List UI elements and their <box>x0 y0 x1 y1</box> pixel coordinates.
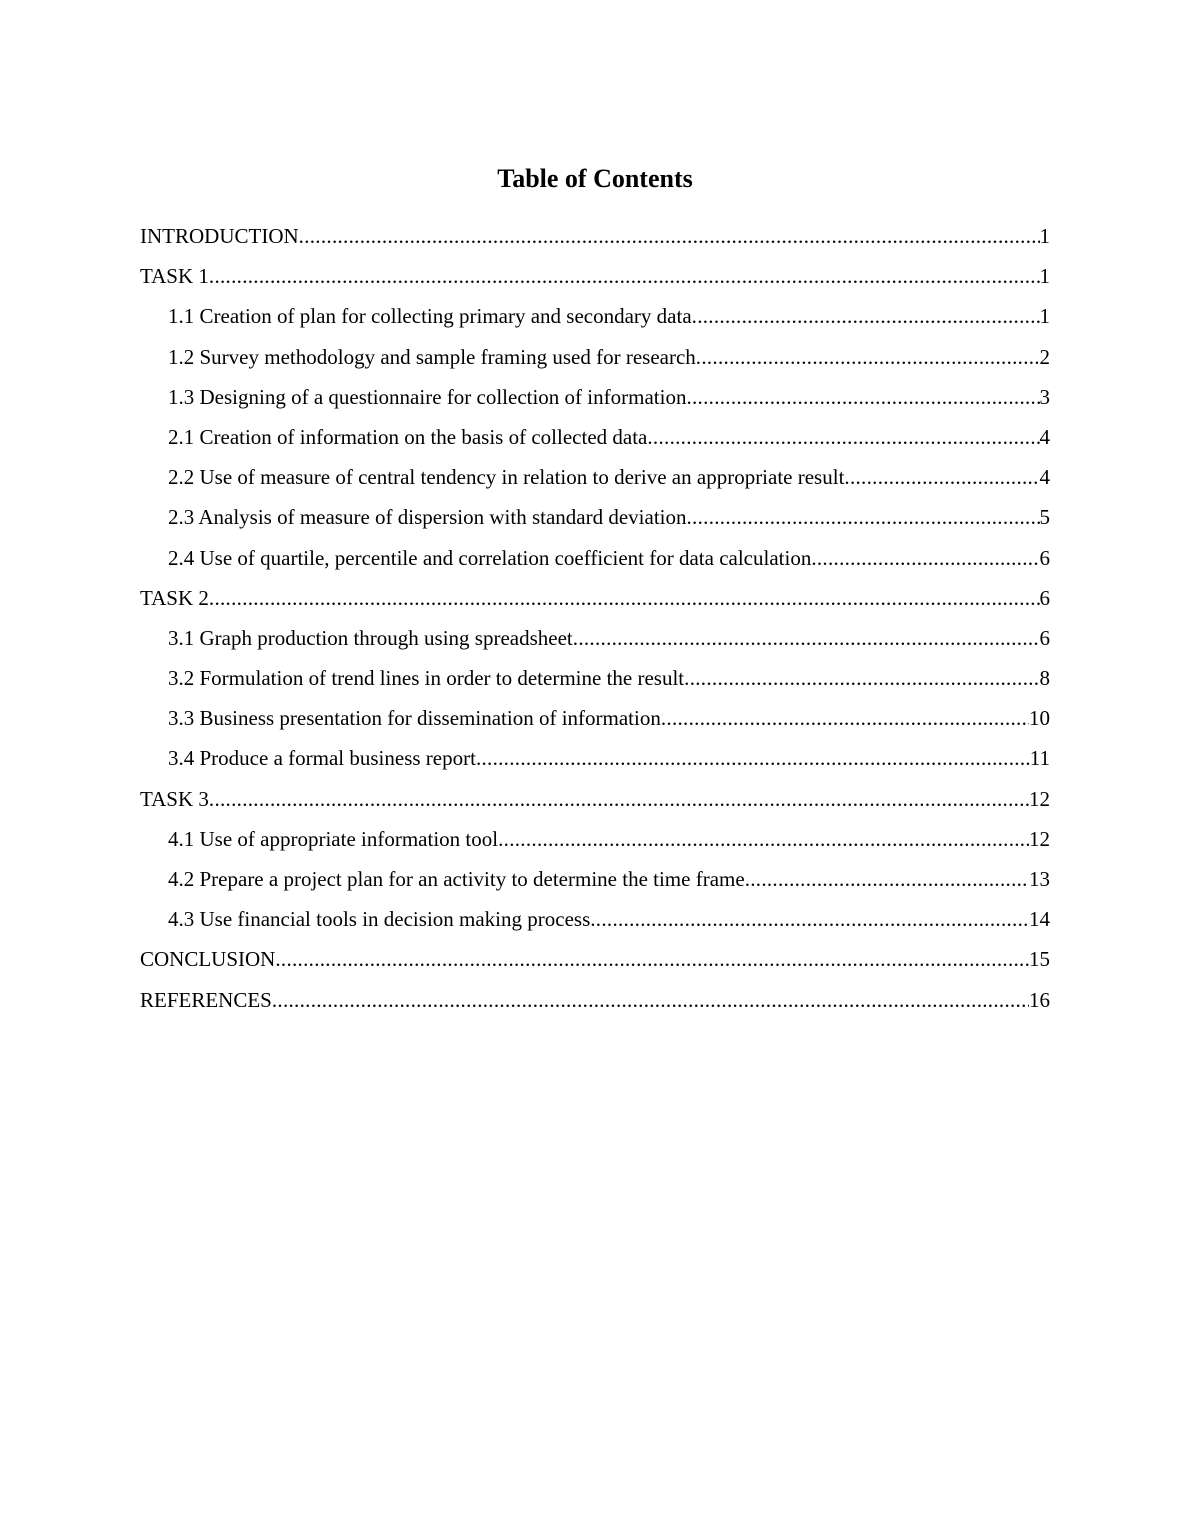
toc-entry-label: TASK 3 <box>140 782 209 816</box>
toc-dot-leader <box>684 661 1039 695</box>
toc-entry[interactable] <box>140 983 1050 1023</box>
toc-dot-leader <box>590 902 1029 936</box>
toc-entry-page-number: 10 <box>1029 706 1050 731</box>
toc-entry[interactable] <box>140 822 1050 862</box>
toc-entry-label: CONCLUSION <box>140 942 275 976</box>
toc-entry-label: 1.3 Designing of a questionnaire for collection of information <box>168 380 686 414</box>
toc-entry-page-number: 1 <box>1039 304 1050 329</box>
toc-entry[interactable] <box>140 701 1050 741</box>
toc-entry-label: 2.4 Use of quartile, percentile and correlation coefficient for data calculation <box>168 541 811 575</box>
toc-entry[interactable] <box>140 741 1050 781</box>
toc-entry-page-number: 2 <box>1039 344 1050 369</box>
toc-entry-page-number: 12 <box>1029 826 1050 851</box>
toc-entry[interactable] <box>140 500 1050 540</box>
toc-entry[interactable] <box>140 782 1050 822</box>
toc-dot-leader <box>696 340 1040 374</box>
toc-entry-label: INTRODUCTION <box>140 219 299 253</box>
toc-entry-page-number: 12 <box>1029 786 1050 811</box>
toc-entry-page-number: 15 <box>1029 947 1050 972</box>
toc-entry-label: 2.2 Use of measure of central tendency in relation to derive an appropriate result <box>168 460 844 494</box>
toc-dot-leader <box>209 581 1040 615</box>
toc-entry[interactable] <box>140 942 1050 982</box>
toc-entry-label: 3.1 Graph production through using spreadsheet <box>168 621 573 655</box>
toc-entry-page-number: 5 <box>1039 505 1050 530</box>
toc-dot-leader <box>661 701 1029 735</box>
toc-dot-leader <box>299 219 1040 253</box>
toc-entry-label: 3.3 Business presentation for dissemination of information <box>168 701 661 735</box>
toc-entry[interactable] <box>140 621 1050 661</box>
toc-entry-label: REFERENCES <box>140 983 272 1017</box>
toc-dot-leader <box>209 782 1029 816</box>
toc-entry-label: TASK 2 <box>140 581 209 615</box>
toc-entry-page-number: 3 <box>1039 384 1050 409</box>
toc-entry-label: 3.2 Formulation of trend lines in order to determine the result <box>168 661 684 695</box>
toc-dot-leader <box>745 862 1029 896</box>
toc-dot-leader <box>811 541 1039 575</box>
toc-entry[interactable] <box>140 460 1050 500</box>
toc-entry-page-number: 6 <box>1039 545 1050 570</box>
toc-dot-leader <box>209 259 1040 293</box>
toc-entry-label: 4.2 Prepare a project plan for an activity to determine the time frame <box>168 862 745 896</box>
toc-entry[interactable] <box>140 219 1050 259</box>
toc-entry-label: 1.1 Creation of plan for collecting primary and secondary data <box>168 299 692 333</box>
toc-entry-page-number: 6 <box>1039 625 1050 650</box>
toc-entry-page-number: 6 <box>1039 585 1050 610</box>
toc-entry-page-number: 13 <box>1029 867 1050 891</box>
toc-dot-leader <box>498 822 1029 856</box>
toc-entry[interactable] <box>140 299 1050 339</box>
toc-entry-page-number: 4 <box>1039 424 1050 449</box>
toc-entry-label: 2.1 Creation of information on the basis of collected data <box>168 420 647 454</box>
toc-entry-page-number: 1 <box>1039 264 1050 289</box>
toc-entry-page-number: 8 <box>1039 666 1050 691</box>
toc-entry-label: 3.4 Produce a formal business report <box>168 741 476 775</box>
toc-entry[interactable] <box>140 420 1050 460</box>
toc-dot-leader <box>686 380 1039 414</box>
toc-entry-page-number: 16 <box>1029 987 1050 1012</box>
toc-entry-label: 4.3 Use financial tools in decision making process <box>168 902 590 936</box>
toc-entry[interactable] <box>140 541 1050 581</box>
toc-entry-label: 2.3 Analysis of measure of dispersion with standard deviation <box>168 500 687 534</box>
toc-dot-leader <box>476 741 1030 775</box>
toc-dot-leader <box>647 420 1039 454</box>
toc-entry-label: 1.2 Survey methodology and sample framing used for research <box>168 340 696 374</box>
toc-dot-leader <box>844 460 1039 494</box>
toc-entry[interactable] <box>140 259 1050 299</box>
toc-entry-page-number: 1 <box>1039 224 1050 248</box>
toc-entry-label: TASK 1 <box>140 259 209 293</box>
toc-entry[interactable] <box>140 902 1050 942</box>
toc-dot-leader <box>687 500 1040 534</box>
toc-entry[interactable] <box>140 862 1050 902</box>
toc-list <box>140 219 1050 1023</box>
toc-entry-page-number: 11 <box>1029 746 1050 771</box>
toc-dot-leader <box>272 983 1029 1017</box>
toc-title: Table of Contents <box>497 164 693 193</box>
toc-dot-leader <box>692 299 1040 333</box>
toc-dot-leader <box>573 621 1040 655</box>
toc-entry[interactable] <box>140 581 1050 621</box>
toc-entry[interactable] <box>140 380 1050 420</box>
toc-entry[interactable] <box>140 340 1050 380</box>
toc-entry[interactable] <box>140 661 1050 701</box>
toc-entry-label: 4.1 Use of appropriate information tool <box>168 822 498 856</box>
toc-entry-page-number: 14 <box>1029 907 1050 932</box>
toc-entry-page-number: 4 <box>1039 465 1050 490</box>
toc-dot-leader <box>275 942 1029 976</box>
